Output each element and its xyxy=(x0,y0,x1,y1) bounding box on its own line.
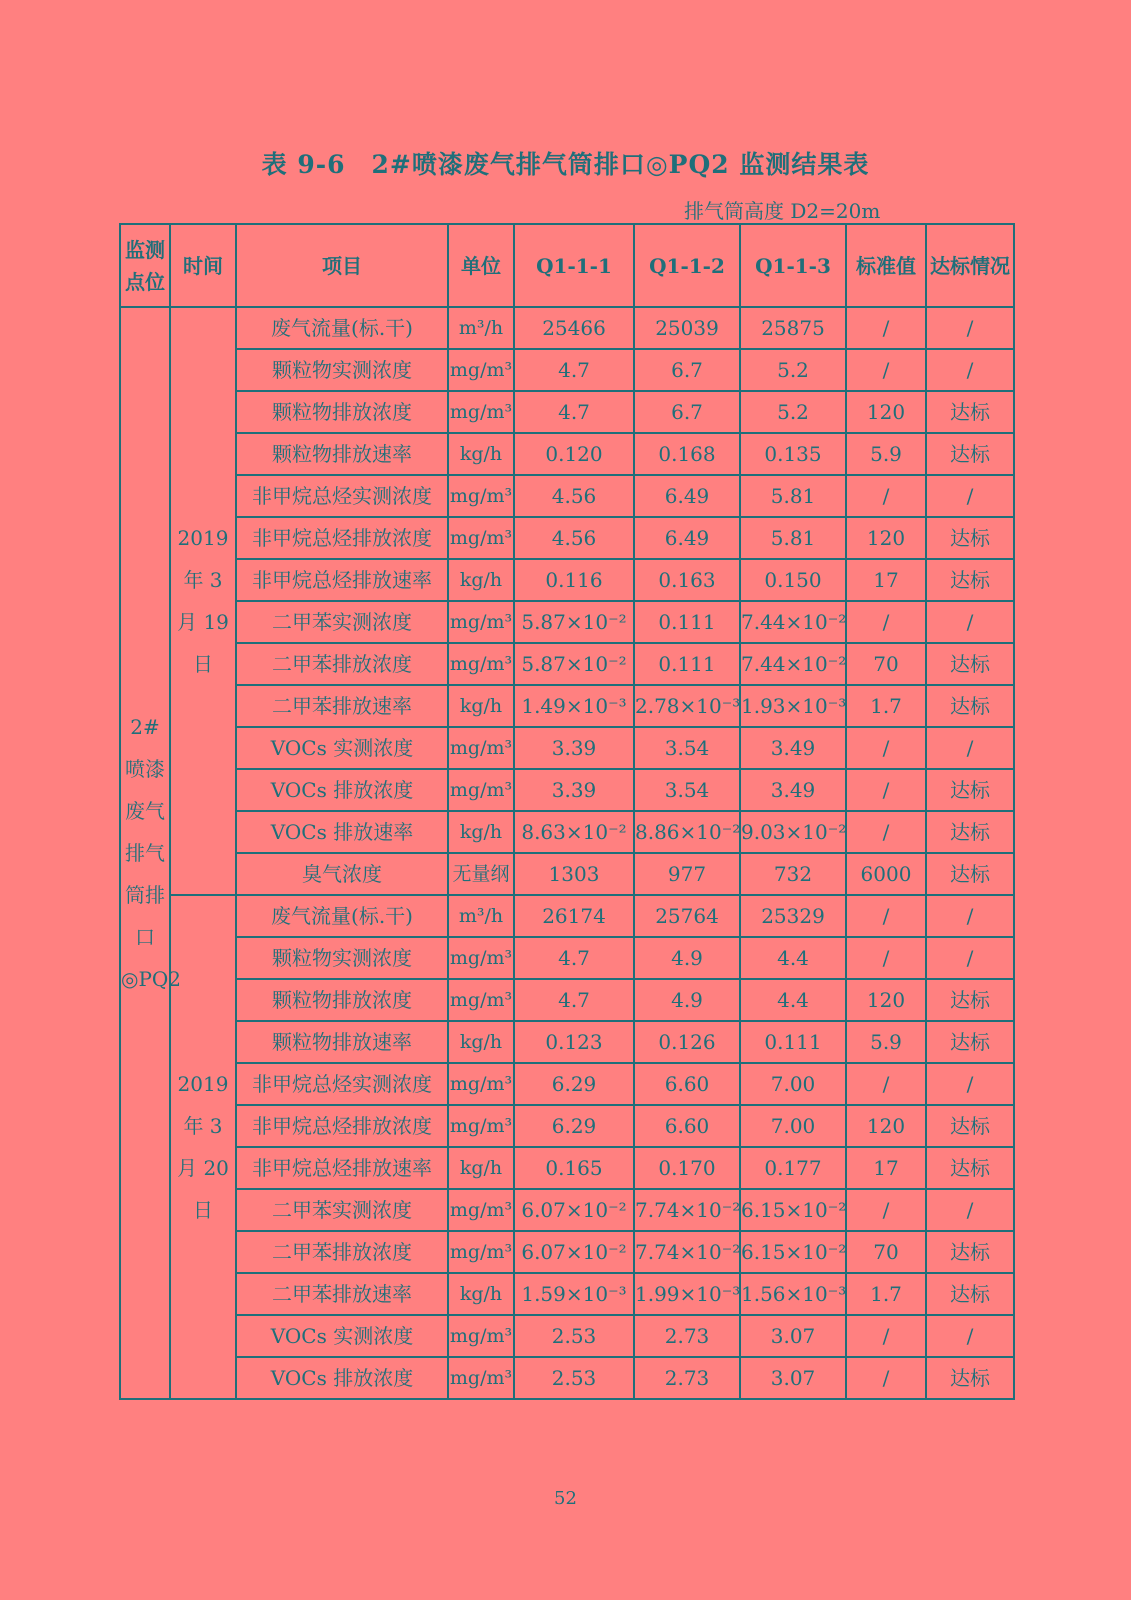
q1-value: 6.07×10⁻² xyxy=(514,1189,634,1231)
result-cell: / xyxy=(926,727,1014,769)
result-cell: / xyxy=(926,1315,1014,1357)
q2-value: 8.86×10⁻² xyxy=(634,811,740,853)
q3-value: 3.07 xyxy=(740,1315,846,1357)
item-cell: 二甲苯排放浓度 xyxy=(236,643,448,685)
q3-value: 5.2 xyxy=(740,391,846,433)
item-cell: 非甲烷总烃排放浓度 xyxy=(236,1105,448,1147)
result-cell: 达标 xyxy=(926,1231,1014,1273)
unit-cell: kg/h xyxy=(448,559,514,601)
q1-value: 3.39 xyxy=(514,727,634,769)
item-cell: 非甲烷总烃实测浓度 xyxy=(236,475,448,517)
q3-value: 7.44×10⁻² xyxy=(740,601,846,643)
item-cell: 非甲烷总烃实测浓度 xyxy=(236,1063,448,1105)
q2-value: 25764 xyxy=(634,895,740,937)
result-cell: / xyxy=(926,307,1014,349)
table-row xyxy=(120,853,1014,895)
item-cell: VOCs 实测浓度 xyxy=(236,1315,448,1357)
item-cell: VOCs 排放速率 xyxy=(236,811,448,853)
standard-value: / xyxy=(846,307,926,349)
q2-value: 7.74×10⁻² xyxy=(634,1189,740,1231)
result-cell: / xyxy=(926,475,1014,517)
standard-value: 120 xyxy=(846,1105,926,1147)
q3-value: 0.111 xyxy=(740,1021,846,1063)
result-cell: 达标 xyxy=(926,517,1014,559)
header-q1: Q1-1-1 xyxy=(514,224,634,307)
standard-value: 70 xyxy=(846,643,926,685)
site-cell: 2#喷漆废气排气筒排口◎PQ2 xyxy=(120,307,170,1399)
date-cell: 2019 年 3 月 20 日 xyxy=(170,895,236,1399)
result-cell: 达标 xyxy=(926,1021,1014,1063)
item-cell: 颗粒物排放速率 xyxy=(236,1021,448,1063)
q3-value: 6.15×10⁻² xyxy=(740,1189,846,1231)
table-row xyxy=(120,1231,1014,1273)
q1-value: 4.56 xyxy=(514,517,634,559)
item-cell: 颗粒物实测浓度 xyxy=(236,937,448,979)
item-cell: 废气流量(标.干) xyxy=(236,895,448,937)
q3-value: 5.81 xyxy=(740,517,846,559)
table-row xyxy=(120,1147,1014,1189)
table-row xyxy=(120,307,1014,349)
q1-value: 0.165 xyxy=(514,1147,634,1189)
q3-value: 7.44×10⁻² xyxy=(740,643,846,685)
result-cell: 达标 xyxy=(926,433,1014,475)
result-cell: 达标 xyxy=(926,685,1014,727)
unit-cell: mg/m³ xyxy=(448,349,514,391)
q1-value: 4.7 xyxy=(514,979,634,1021)
item-cell: 臭气浓度 xyxy=(236,853,448,895)
q2-value: 0.168 xyxy=(634,433,740,475)
result-cell: 达标 xyxy=(926,769,1014,811)
q3-value: 0.135 xyxy=(740,433,846,475)
header-item: 项目 xyxy=(236,224,448,307)
standard-value: 1.7 xyxy=(846,1273,926,1315)
q3-value: 0.150 xyxy=(740,559,846,601)
unit-cell: kg/h xyxy=(448,1273,514,1315)
unit-cell: mg/m³ xyxy=(448,643,514,685)
result-cell: 达标 xyxy=(926,979,1014,1021)
standard-value: / xyxy=(846,811,926,853)
q2-value: 2.73 xyxy=(634,1315,740,1357)
q3-value: 732 xyxy=(740,853,846,895)
item-cell: VOCs 排放浓度 xyxy=(236,1357,448,1399)
q3-value: 5.2 xyxy=(740,349,846,391)
result-cell: 达标 xyxy=(926,1147,1014,1189)
table-row xyxy=(120,1315,1014,1357)
unit-cell: mg/m³ xyxy=(448,601,514,643)
result-cell: / xyxy=(926,1189,1014,1231)
item-cell: 二甲苯实测浓度 xyxy=(236,1189,448,1231)
result-cell: 达标 xyxy=(926,1105,1014,1147)
standard-value: 120 xyxy=(846,979,926,1021)
q2-value: 6.7 xyxy=(634,391,740,433)
unit-cell: m³/h xyxy=(448,307,514,349)
q2-value: 0.111 xyxy=(634,601,740,643)
q2-value: 7.74×10⁻² xyxy=(634,1231,740,1273)
item-cell: VOCs 实测浓度 xyxy=(236,727,448,769)
table-row xyxy=(120,937,1014,979)
q2-value: 2.73 xyxy=(634,1357,740,1399)
standard-value: 5.9 xyxy=(846,433,926,475)
q1-value: 0.116 xyxy=(514,559,634,601)
q3-value: 3.49 xyxy=(740,727,846,769)
header-result: 达标情况 xyxy=(926,224,1014,307)
result-cell: 达标 xyxy=(926,811,1014,853)
result-cell: / xyxy=(926,349,1014,391)
result-cell: / xyxy=(926,937,1014,979)
q2-value: 3.54 xyxy=(634,769,740,811)
date-cell: 2019 年 3 月 19 日 xyxy=(170,307,236,895)
item-cell: 非甲烷总烃排放浓度 xyxy=(236,517,448,559)
q1-value: 25466 xyxy=(514,307,634,349)
result-cell: 达标 xyxy=(926,643,1014,685)
unit-cell: 无量纲 xyxy=(448,853,514,895)
table-row xyxy=(120,1357,1014,1399)
q2-value: 0.126 xyxy=(634,1021,740,1063)
table-row xyxy=(120,895,1014,937)
q1-value: 26174 xyxy=(514,895,634,937)
unit-cell: mg/m³ xyxy=(448,391,514,433)
q1-value: 4.7 xyxy=(514,391,634,433)
stack-height-note: 排气筒高度 D2=20m xyxy=(684,199,881,223)
standard-value: 6000 xyxy=(846,853,926,895)
q3-value: 3.49 xyxy=(740,769,846,811)
unit-cell: mg/m³ xyxy=(448,475,514,517)
q3-value: 0.177 xyxy=(740,1147,846,1189)
standard-value: / xyxy=(846,1357,926,1399)
unit-cell: kg/h xyxy=(448,811,514,853)
item-cell: 二甲苯实测浓度 xyxy=(236,601,448,643)
header-unit: 单位 xyxy=(448,224,514,307)
result-cell: / xyxy=(926,601,1014,643)
standard-value: 70 xyxy=(846,1231,926,1273)
unit-cell: mg/m³ xyxy=(448,769,514,811)
result-cell: 达标 xyxy=(926,391,1014,433)
q3-value: 5.81 xyxy=(740,475,846,517)
item-cell: VOCs 排放浓度 xyxy=(236,769,448,811)
q1-value: 3.39 xyxy=(514,769,634,811)
unit-cell: m³/h xyxy=(448,895,514,937)
header-standard: 标准值 xyxy=(846,224,926,307)
q3-value: 4.4 xyxy=(740,979,846,1021)
unit-cell: mg/m³ xyxy=(448,1063,514,1105)
q3-value: 25329 xyxy=(740,895,846,937)
q3-value: 9.03×10⁻² xyxy=(740,811,846,853)
result-cell: 达标 xyxy=(926,559,1014,601)
standard-value: / xyxy=(846,349,926,391)
q1-value: 8.63×10⁻² xyxy=(514,811,634,853)
item-cell: 颗粒物排放速率 xyxy=(236,433,448,475)
item-cell: 二甲苯排放速率 xyxy=(236,685,448,727)
unit-cell: mg/m³ xyxy=(448,727,514,769)
unit-cell: mg/m³ xyxy=(448,1189,514,1231)
standard-value: / xyxy=(846,727,926,769)
result-cell: / xyxy=(926,895,1014,937)
standard-value: / xyxy=(846,601,926,643)
q3-value: 25875 xyxy=(740,307,846,349)
table-row xyxy=(120,769,1014,811)
q1-value: 4.56 xyxy=(514,475,634,517)
q1-value: 6.29 xyxy=(514,1063,634,1105)
q2-value: 6.49 xyxy=(634,517,740,559)
q1-value: 4.7 xyxy=(514,349,634,391)
item-cell: 颗粒物排放浓度 xyxy=(236,979,448,1021)
table-row xyxy=(120,601,1014,643)
header-q2: Q1-1-2 xyxy=(634,224,740,307)
q2-value: 0.111 xyxy=(634,643,740,685)
table-row xyxy=(120,1063,1014,1105)
table-row xyxy=(120,517,1014,559)
header-site: 监测点位 xyxy=(120,224,170,307)
q2-value: 1.99×10⁻³ xyxy=(634,1273,740,1315)
unit-cell: kg/h xyxy=(448,433,514,475)
unit-cell: mg/m³ xyxy=(448,1231,514,1273)
q2-value: 6.60 xyxy=(634,1063,740,1105)
table-row xyxy=(120,643,1014,685)
item-cell: 废气流量(标.干) xyxy=(236,307,448,349)
q2-value: 4.9 xyxy=(634,937,740,979)
q1-value: 4.7 xyxy=(514,937,634,979)
item-cell: 颗粒物排放浓度 xyxy=(236,391,448,433)
table-row xyxy=(120,1021,1014,1063)
q1-value: 2.53 xyxy=(514,1357,634,1399)
result-cell: 达标 xyxy=(926,853,1014,895)
q1-value: 6.07×10⁻² xyxy=(514,1231,634,1273)
page-number: 52 xyxy=(554,1488,577,1509)
standard-value: 120 xyxy=(846,517,926,559)
item-cell: 颗粒物实测浓度 xyxy=(236,349,448,391)
table-row xyxy=(120,979,1014,1021)
q2-value: 977 xyxy=(634,853,740,895)
table-row xyxy=(120,1189,1014,1231)
result-cell: 达标 xyxy=(926,1273,1014,1315)
item-cell: 二甲苯排放速率 xyxy=(236,1273,448,1315)
q2-value: 0.170 xyxy=(634,1147,740,1189)
unit-cell: mg/m³ xyxy=(448,937,514,979)
q2-value: 6.49 xyxy=(634,475,740,517)
standard-value: 5.9 xyxy=(846,1021,926,1063)
item-cell: 二甲苯排放浓度 xyxy=(236,1231,448,1273)
q2-value: 6.7 xyxy=(634,349,740,391)
q2-value: 0.163 xyxy=(634,559,740,601)
standard-value: 17 xyxy=(846,1147,926,1189)
table-row xyxy=(120,349,1014,391)
header-q3: Q1-1-3 xyxy=(740,224,846,307)
table-row xyxy=(120,1105,1014,1147)
unit-cell: kg/h xyxy=(448,1021,514,1063)
standard-value: 17 xyxy=(846,559,926,601)
standard-value: / xyxy=(846,1063,926,1105)
q2-value: 3.54 xyxy=(634,727,740,769)
q1-value: 6.29 xyxy=(514,1105,634,1147)
standard-value: / xyxy=(846,937,926,979)
unit-cell: mg/m³ xyxy=(448,1315,514,1357)
q1-value: 1.49×10⁻³ xyxy=(514,685,634,727)
q1-value: 0.123 xyxy=(514,1021,634,1063)
result-cell: / xyxy=(926,1063,1014,1105)
q2-value: 2.78×10⁻³ xyxy=(634,685,740,727)
table-row xyxy=(120,475,1014,517)
q3-value: 4.4 xyxy=(740,937,846,979)
item-cell: 非甲烷总烃排放速率 xyxy=(236,1147,448,1189)
table-row xyxy=(120,391,1014,433)
standard-value: / xyxy=(846,1315,926,1357)
q1-value: 1303 xyxy=(514,853,634,895)
standard-value: 120 xyxy=(846,391,926,433)
table-row xyxy=(120,559,1014,601)
table-row xyxy=(120,685,1014,727)
q3-value: 3.07 xyxy=(740,1357,846,1399)
q2-value: 6.60 xyxy=(634,1105,740,1147)
q3-value: 6.15×10⁻² xyxy=(740,1231,846,1273)
q3-value: 7.00 xyxy=(740,1105,846,1147)
standard-value: 1.7 xyxy=(846,685,926,727)
standard-value: / xyxy=(846,1189,926,1231)
table-row xyxy=(120,727,1014,769)
item-cell: 非甲烷总烃排放速率 xyxy=(236,559,448,601)
unit-cell: kg/h xyxy=(448,1147,514,1189)
table-row xyxy=(120,433,1014,475)
q1-value: 1.59×10⁻³ xyxy=(514,1273,634,1315)
q1-value: 0.120 xyxy=(514,433,634,475)
unit-cell: mg/m³ xyxy=(448,1357,514,1399)
table-row xyxy=(120,811,1014,853)
monitoring-results-table xyxy=(119,223,1015,1400)
q3-value: 1.93×10⁻³ xyxy=(740,685,846,727)
unit-cell: mg/m³ xyxy=(448,1105,514,1147)
q2-value: 4.9 xyxy=(634,979,740,1021)
standard-value: / xyxy=(846,475,926,517)
standard-value: / xyxy=(846,895,926,937)
q1-value: 2.53 xyxy=(514,1315,634,1357)
q2-value: 25039 xyxy=(634,307,740,349)
q3-value: 7.00 xyxy=(740,1063,846,1105)
result-cell: 达标 xyxy=(926,1357,1014,1399)
unit-cell: mg/m³ xyxy=(448,517,514,559)
q1-value: 5.87×10⁻² xyxy=(514,601,634,643)
unit-cell: mg/m³ xyxy=(448,979,514,1021)
header-time: 时间 xyxy=(170,224,236,307)
unit-cell: kg/h xyxy=(448,685,514,727)
table-row xyxy=(120,1273,1014,1315)
q3-value: 1.56×10⁻³ xyxy=(740,1273,846,1315)
header-row xyxy=(120,224,1014,307)
standard-value: / xyxy=(846,769,926,811)
q1-value: 5.87×10⁻² xyxy=(514,643,634,685)
table-title: 表 9-6 2#喷漆废气排气筒排口◎PQ2 监测结果表 xyxy=(261,150,870,179)
